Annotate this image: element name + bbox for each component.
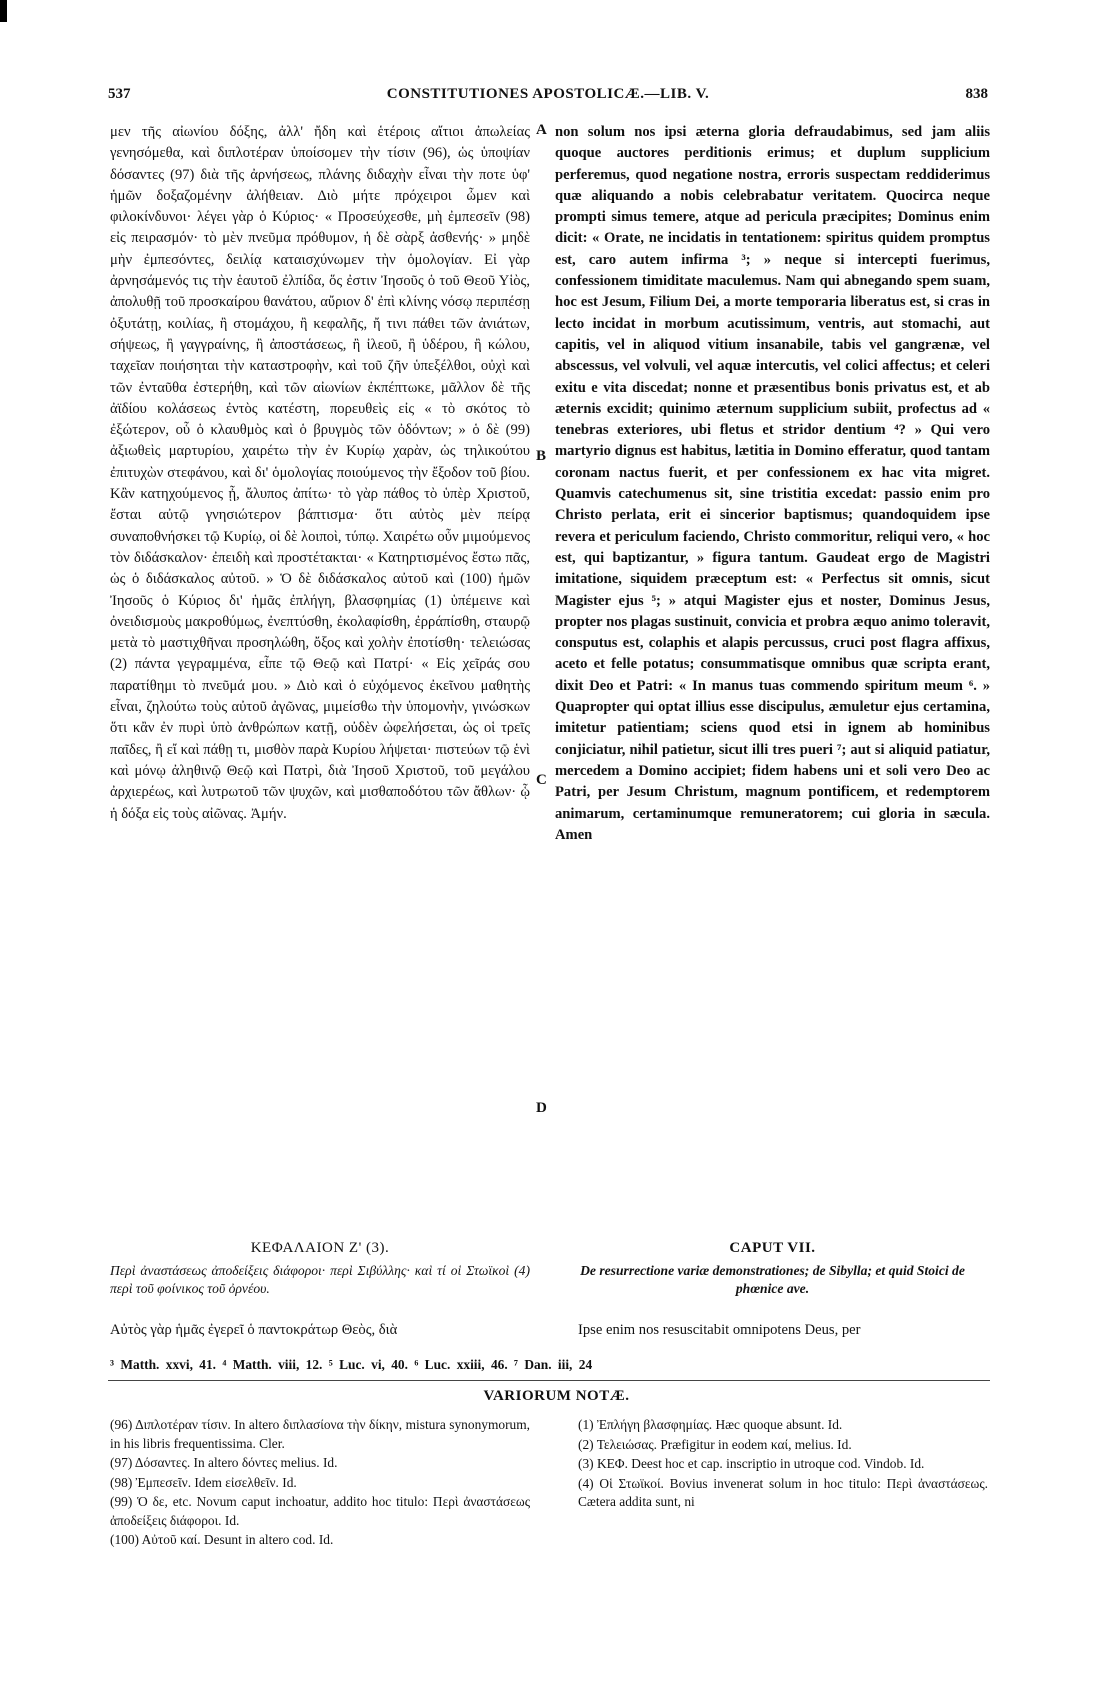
- margin-letter-c: C: [536, 772, 547, 788]
- scripture-references: ³ Matth. xxvi, 41. ⁴ Matth. viii, 12. ⁵ Luc. vi, 40. ⁶ Luc. xxiii, 46. ⁷ Dan. iii, 24: [110, 1357, 593, 1372]
- page-edge-mark: [0, 0, 7, 22]
- running-title: CONSTITUTIONES APOSTOLICÆ.—LIB. V.: [386, 86, 710, 102]
- chapter-subtitle-latin: De resurrectione variæ demonstrationes; de Sibylla; et quid Stoici de phœnice ave.: [580, 1263, 965, 1296]
- chapter-heading-greek: ΚΕΦΑΛΑΙΟΝ Ζ' (3).: [250, 1240, 390, 1256]
- chapter-heading-latin: CAPUT VII.: [729, 1240, 816, 1256]
- note-item: (99) Ὁ δε, etc. Novum caput inchoatur, addito hoc titulo: Περὶ ἀναστάσεως ἀποδείξεις διάφοροι. Id.: [110, 1494, 530, 1528]
- margin-letter-d: D: [536, 1100, 547, 1116]
- note-item: (97) Δόσαντες. In altero δόντες melius. Id.: [110, 1455, 338, 1470]
- note-item: (100) Αὐτοῦ καί. Desunt in altero cod. Id.: [110, 1532, 334, 1547]
- footnote-rule: [108, 1380, 990, 1381]
- page-number-right: 838: [965, 86, 988, 102]
- notes-right-column: [578, 1416, 988, 1513]
- greek-column: [110, 122, 530, 825]
- note-item: (4) Οἱ Στωϊκοί. Bovius invenerat solum in hoc titulo: Περὶ ἀναστάσεως. Cætera addita sunt, ni: [578, 1475, 988, 1509]
- latin-body-text: non solum nos ipsi æterna gloria defraudabimus, sed jam aliis quoque auctores perditionis erimus; et duplum supplicium perferemus, quod negatione nostra, erroris suspectam reddiderimus quæ aliquando a nobis celebrabatur veritatem. Quocirca neque prompti simus temere, atque ad pericula præcipites; Dominus enim dicit: « Orate, ne incidatis in tentationem: spiritus quidem promptus est, caro autem infirma ³; » neque si intercepti fuerimus, confessionem timiditate maculemus. Nam qui abnegando spem suam, hoc est Jesum, Filium Dei, a morte temporaria liberatus est, si cras in lecto incidat in morbum acutissimum, ventris, aut stomachi, aut capitis, vel in aliquod vitium insanabile, tabis vel gangrænæ, vel abscessus, vel volvuli, vel aquæ intercutis, vel colici affectus; et celeri exitu e vita discedat; nonne et præsentibus bonis privatus est, et ab æternis excidit; quinimo æternum supplicium subiit, profectus ad « tenebras exteriores, ubi fletus et stridor dentium ⁴? » Qui vero martyrio dignus est habitus, lætitia in Domino efferatur, quod tantam coronam nactus fuerit, et per confessionem ex hac vita migret. Quamvis catechumenus sit, sine tristitia excedat: passio enim pro Christo perlata, erit ei sincerior baptismus; quandoquidem ipse revera et periculum faciendo, Christo commoritur, reliqui vero, « hoc est, qui baptizantur, » figura tantum. Gaudeat ergo de Magistri imitatione, siquidem præceptum est: « Perfectus sit omnis, sicut Magister ejus ⁵; » atqui Magister ejus et noster, Dominus Jesus, propter nos plagas sustinuit, convicia et probra æquo animo toleravit, consputus est, colaphis et alapis percussus, cruci post flagra affixus, aceto et felle potatus; consummatisque omnibus quæ scripta erant, dixit Deo et Patri: « In manus tuas commendo spiritum meum ⁶. » Quapropter qui optat illius esse discipulus, æmuletur ejus certamina, imitetur patientiam; sciens quod etsi in ignem ab hominibus conjiciatur, nihil patietur, sicut illi tres pueri ⁷; aut si aliquid patiatur, mercedem a Domino accipiet; fidem habens uni et soli vero Deo ac Patri, per Jesum Christum, magnum pontificem, et redemptorem animarum, certaminumque remuneratorem; cui gloria in sæcula. Amen: [555, 124, 990, 843]
- greek-body-text: μεν τῆς αἰωνίου δόξης, ἀλλ' ἤδη καὶ ἑτέροις αἴτιοι ἀπωλείας γενησόμεθα, καὶ διπλοτέραν ὑποίσομεν τὴν τίσιν (96), ὡς ὑποψίαν δόσαντες (97) διὰ τῆς ἀρνήσεως, πλάνης διδαχὴν εἶναι τὴν ποτε ὑφ' ἡμῶν δοξαζομένην ἀλήθειαν. Διὸ μήτε πρόχειροι ὦμεν καὶ φιλοκίνδυνοι· λέγει γὰρ ὁ Κύριος· « Προσεύχεσθε, μὴ ἐμπεσεῖν (98) εἰς πειρασμόν· τὸ μὲν πνεῦμα πρόθυμον, ἡ δὲ σὰρξ ἀσθενής· » μηδὲ μὴν ἐμπεσόντες, δειλίᾳ καταισχύνωμεν τὴν ὁμολογίαν. Εἰ γὰρ ἀρνησάμενός τις τὴν ἑαυτοῦ ἐλπίδα, ὅς ἐστιν Ἰησοῦς ὁ τοῦ Θεοῦ Υἱὸς, ἀπολυθῇ τοῦ προσκαίρου θανάτου, αὔριον δ' ἐπὶ κλίνης νόσῳ περιπέσῃ ὀξυτάτῃ, κοιλίας, ἢ στομάχου, ἢ κεφαλῆς, ἤ τινι πάθει τῶν ἀνιάτων, σήψεως, ἢ γαγγραίνης, ἢ ἀποστάσεως, ἢ ἰλεοῦ, ἢ ὑδέρου, ἢ κώλου, ταχεῖαν ποιήσηται τὴν καταστροφὴν, καὶ τοῦ ζῆν ὑπεξέλθοι, οὐχὶ καὶ τῶν ἐνταῦθα ἐστερήθη, καὶ τῶν αἰωνίων ἐκπέπτωκε, μᾶλλον δὲ τῆς ἀϊδίου κολάσεως ἐντὸς κατέστη, πορευθεὶς εἰς « τὸ σκότος τὸ ἐξώτερον, οὗ ὁ κλαυθμὸς καὶ ὁ βρυγμὸς τῶν ὀδόντων; » ὁ δὲ (99) ἀξιωθεὶς μαρτυρίου, χαιρέτω τὴν ἐν Κυρίῳ χαρὰν, ὡς τηλικούτου ἐπιτυχὼν στεφάνου, καὶ δι' ὁμολογίας ποιούμενος τὴν ἔξοδον τοῦ βίου. Κἂν κατηχούμενος ᾖ, ἄλυπος ἀπίτω· τὸ γὰρ πάθος τὸ ὑπὲρ Χριστοῦ, ἔσται αὐτῷ γνησιώτερον βάπτισμα· ὅτι αὐτὸς μὲν πείρᾳ συναποθνήσκει τῷ Κυρίῳ, οἱ δὲ λοιποὶ, τύπῳ. Χαιρέτω οὖν μιμούμενος τὸν διδάσκαλον· ἐπειδὴ καὶ προστέτακται· « Κατηρτισμένος ἔστω πᾶς, ὡς ὁ διδάσκαλος αὐτοῦ. » Ὁ δὲ διδάσκαλος αὐτοῦ καὶ (100) ἡμῶν Ἰησοῦς ὁ Κύριος δι' ἡμᾶς ἐπλήγη, βλασφημίας (1) ὑπέμεινε καὶ ὀνειδισμοὺς μακροθύμως, ἐνεπτύσθη, ἐκολαφίσθη, ἐρράπίσθη, σταυρῷ μετὰ τὸ μαστιχθῆναι προσηλώθη, ὄξος καὶ χολὴν ἐποτίσθη· τελειώσας (2) πάντα γεγραμμένα, εἶπε τῷ Θεῷ καὶ Πατρί· « Εἰς χεῖράς σου παρατίθημι τὸ πνεῦμά μου. » Διὸ καὶ ὁ εὐχόμενος ἐκεῖνου μαθητὴς εἶναι, ζηλούτω τοὺς αὐτοῦ ἀγῶνας, μιμείσθω τὴν ὑπομονὴν, γινώσκων ὅτι κἂν ἐν πυρὶ ὑπὸ ἀνθρώπων κατῇ, οὐδὲν ὠφελήσεται, ὡς οἱ τρεῖς παῖδες, ἢ εἴ καὶ πάθῃ τι, μισθὸν παρὰ Κυρίου λήψεται· πιστεύων τῷ ἑνὶ καὶ μόνῳ ἀληθινῷ Θεῷ καὶ Πατρὶ, διὰ Ἰησοῦ Χριστοῦ, τοῦ μεγάλου ἀρχιερέως, καὶ λυτρωτοῦ τῶν ψυχῶν, καὶ μισθαποδότου τῶν ἄθλων· ᾧ ἡ δόξα εἰς τοὺς αἰῶνας. Ἀμήν.: [110, 124, 530, 822]
- margin-letter-b: B: [536, 448, 547, 464]
- note-item: (1) Ἐπλήγη βλασφημίας. Hæc quoque absunt. Id.: [578, 1417, 843, 1432]
- running-header: [108, 86, 988, 108]
- notes-title: VARIORUM NOTÆ.: [483, 1388, 630, 1404]
- page-number-left: 537: [108, 86, 131, 102]
- chapter-opening-greek: Αὐτὸς γὰρ ἡμᾶς ἐγερεῖ ὁ παντοκράτωρ Θεὸς, διὰ: [110, 1322, 398, 1338]
- margin-letter-a: A: [536, 122, 547, 138]
- note-item: (2) Τελειώσας. Præfigitur in eodem καί, melius. Id.: [578, 1436, 852, 1452]
- chapter-subtitle-greek: Περὶ ἀναστάσεως ἀποδείξεις διάφοροι· περὶ Σιβύλλης· καὶ τί οἱ Στωϊκοὶ (4) περὶ τοῦ φοίνικος τοῦ ὀρνέου.: [110, 1263, 530, 1296]
- note-item: (3) ΚΕΦ. Deest hoc et cap. inscriptio in utroque cod. Vindob. Id.: [578, 1456, 925, 1471]
- note-item: (96) Διπλοτέραν τίσιν. In altero διπλασίονα τὴν δίκην, mistura synonymorum, in his libris frequentissima. Cler.: [110, 1417, 530, 1451]
- chapter-opening-latin: Ipse enim nos resuscitabit omnipotens Deus, per: [578, 1322, 861, 1338]
- note-item: (98) Ἐμπεσεῖν. Idem εἰσελθεῖν. Id.: [110, 1474, 297, 1490]
- latin-column: [555, 122, 990, 846]
- notes-left-column: [110, 1416, 530, 1551]
